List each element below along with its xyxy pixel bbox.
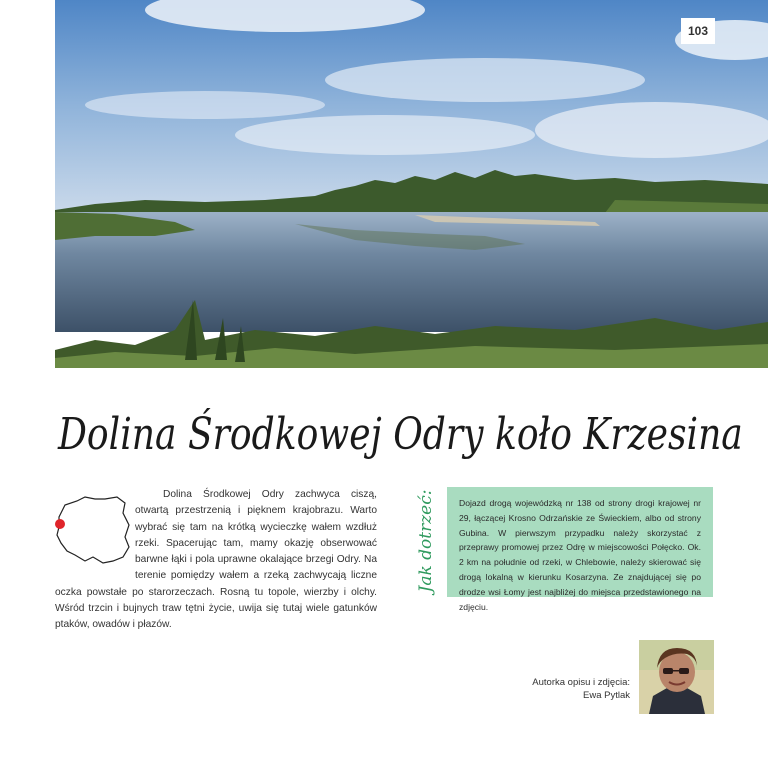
description-paragraph: Dolina Środkowej Odry zachwyca ciszą, otwartą przestrzenią i pięknem krajobrazu. Warto wybrać się tam na krótką wycieczkę wałem wzdłuż rzeki. Spacerując tam, mamy okazję obserwować barwne łąki i pola uprawne okalające brzegi Odry. Na terenie pomiędzy wałem a rzeką zachwycają liczne oczka powstałe po starorzeczach. Rosną tu topole, wierzby i olchy. Wśród trzcin i bujnych traw tętni życie, uwija się tutaj wiele gatunków ptaków, owadów i płazów. (55, 489, 377, 631)
directions-box: Dojazd drogą wojewódzką nr 138 od strony drogi krajowej nr 29, łączącej Krosno Odrzańskie ze Świeckiem, albo od strony Gubina. W pierwszym przypadku należy skorzystać z przeprawy promowej przez Odrę w miejscowości Połęcko. Ok. 2 km na południe od rzeki, w Chlebowie, należy skierować się drogą lokalną w kierunku Kosarzyna. Ze znajdującej się po drodze wsi Łomy jest najbliżej do miejsca przedstawionego na zdjęciu. (447, 487, 713, 597)
directions-label (411, 485, 441, 597)
author-caption: Autorka opisu i zdjęcia: (532, 677, 630, 688)
page-title: Dolina Środkowej Odry koło Krzesina (58, 409, 743, 461)
author-credit (498, 676, 630, 702)
page-number: 103 (681, 18, 715, 44)
river-landscape-photo (55, 0, 768, 368)
author-portrait (639, 640, 714, 714)
directions-label-text: Jak dotrzeć: (416, 489, 436, 593)
description-text (55, 487, 377, 634)
author-name: Ewa Pytlak (583, 690, 630, 701)
